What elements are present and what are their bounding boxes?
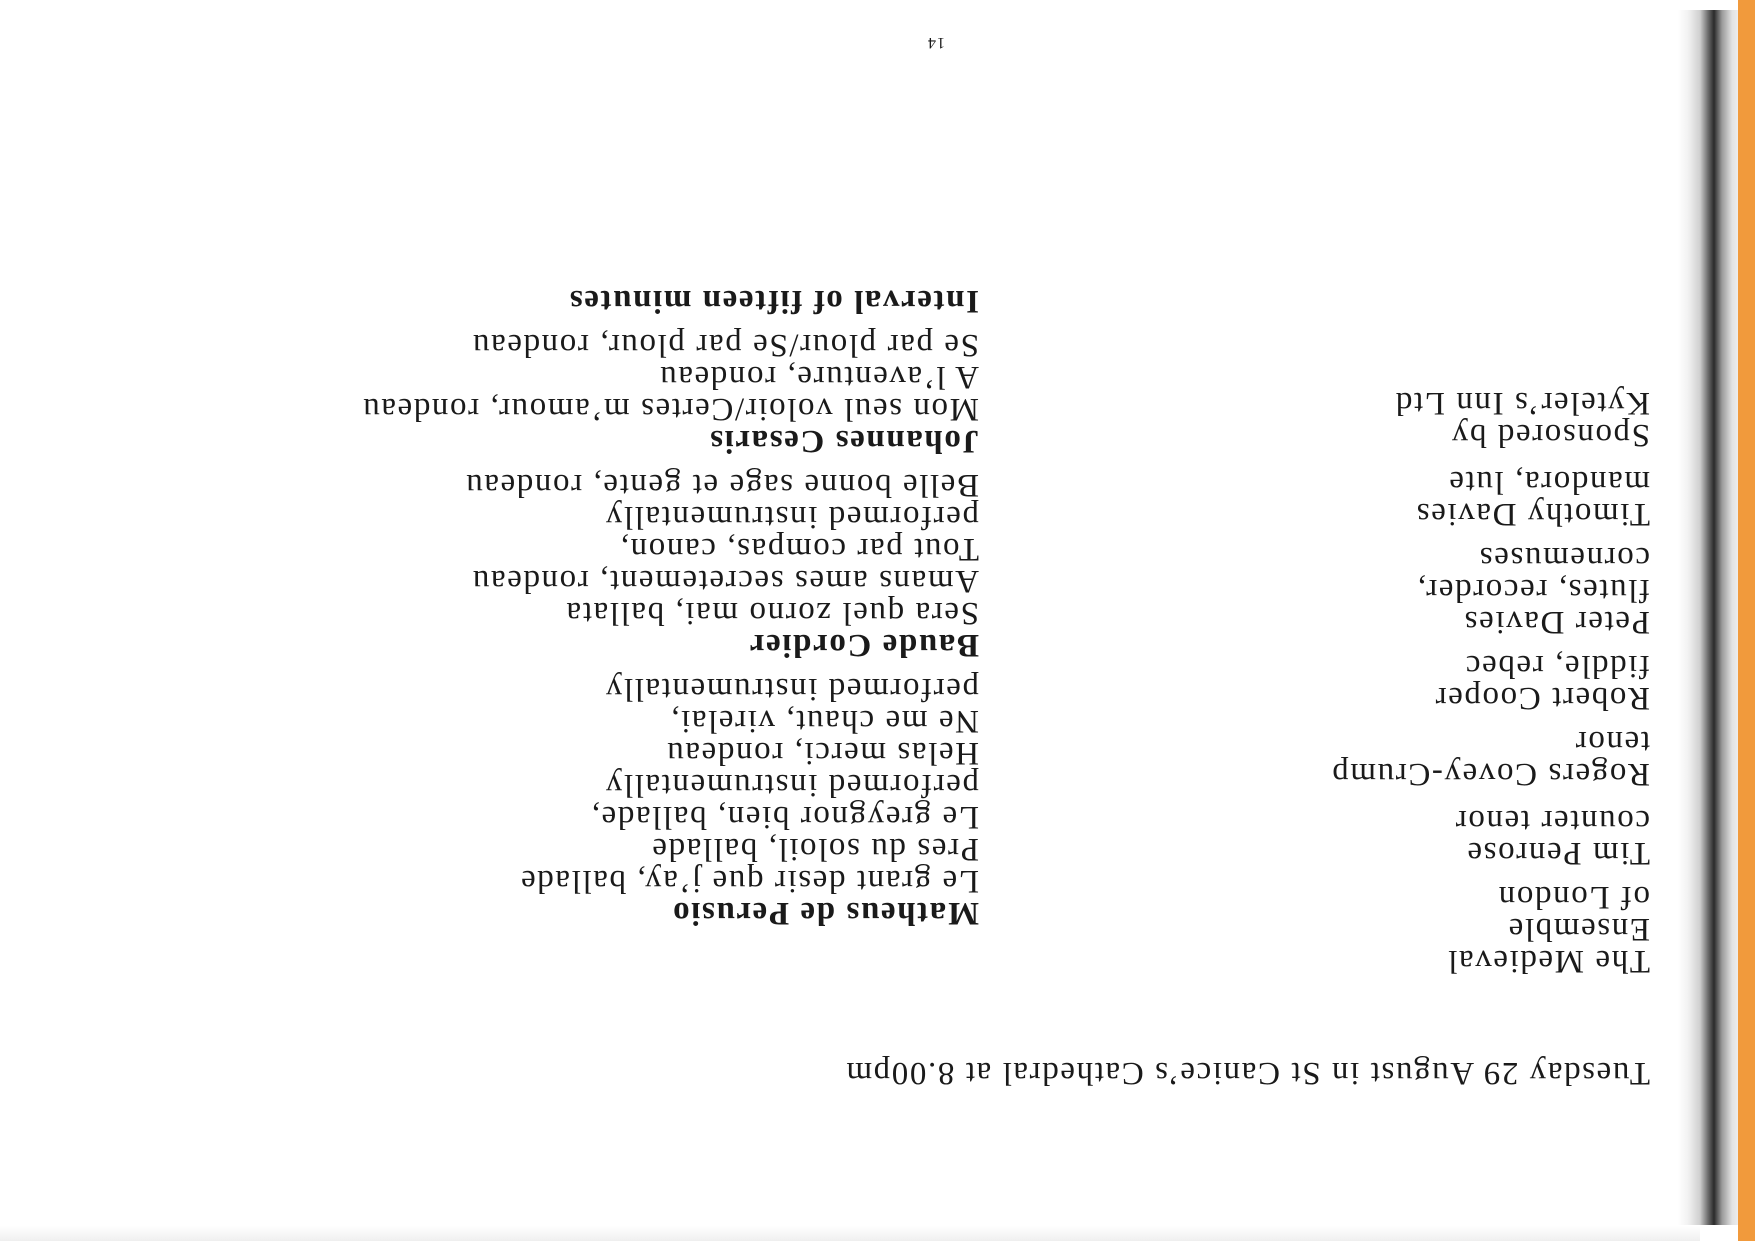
composer-heading: Matheus de Perusio	[671, 895, 979, 931]
ensemble-name-line-2: Ensemble	[1507, 911, 1650, 947]
program-item: Belle bonne sage et gente, rondeau	[464, 467, 979, 503]
sponsor-label: Sponsored by	[1450, 417, 1650, 453]
program-item: Ne me chaut, virelai,	[669, 703, 979, 739]
performer-role: tenor	[1574, 724, 1650, 760]
program-item: Pres du soloil, ballade	[650, 831, 979, 867]
program-item: Amans ames secretement, rondeau	[471, 563, 979, 599]
performer-role: flutes, recorder,	[1416, 572, 1650, 608]
program-item: Tout par compas, canon,	[619, 531, 979, 567]
program-item: Le greygnor bien, ballade,	[590, 799, 979, 835]
performer-role: fiddle, rebec	[1464, 648, 1650, 684]
program-item: Le grant desir que j’ay, ballade	[519, 863, 979, 899]
program-item: performed instrumentally	[604, 499, 979, 535]
ensemble-name-line-1: The Medieval	[1446, 943, 1650, 979]
performer-role: counter tenor	[1454, 803, 1650, 839]
performer-name: Peter Davies	[1463, 604, 1650, 640]
program-item: A l’aventure, rondeau	[658, 359, 979, 395]
ensemble-name-line-3: of London	[1497, 879, 1650, 915]
program-item: Se par plour/Se par plour, rondeau	[471, 327, 979, 363]
composer-heading: Johannes Cesaris	[708, 423, 979, 459]
program-item: Sera quel zorno mai, ballata	[564, 595, 979, 631]
performer-name: Timothy Davies	[1415, 496, 1650, 532]
performer-role: mandora, lute	[1447, 464, 1650, 500]
program-item: Helas merci, rondeau	[665, 735, 979, 771]
sponsor-name: Kyteler’s Inn Ltd	[1394, 385, 1650, 421]
composer-heading: Baude Cordier	[748, 627, 979, 663]
performer-name: Tim Penrose	[1465, 835, 1650, 871]
interval-note: Interval of fifteen minutes	[568, 283, 979, 319]
concert-date-line: Tuesday 29 August in St Canice’s Cathedral at 8.00pm	[844, 1055, 1650, 1091]
performer-name: Rogers Covey-Crump	[1330, 756, 1650, 792]
program-item: Mon seul voloir/Certes m’amour, rondeau	[361, 391, 979, 427]
program-item: performed instrumentally	[604, 767, 979, 803]
performer-role: cornemuses	[1478, 540, 1650, 576]
page-number: 14	[927, 34, 945, 51]
performer-name: Robert Cooper	[1433, 680, 1650, 716]
program-item: performed instrumentally	[604, 671, 979, 707]
